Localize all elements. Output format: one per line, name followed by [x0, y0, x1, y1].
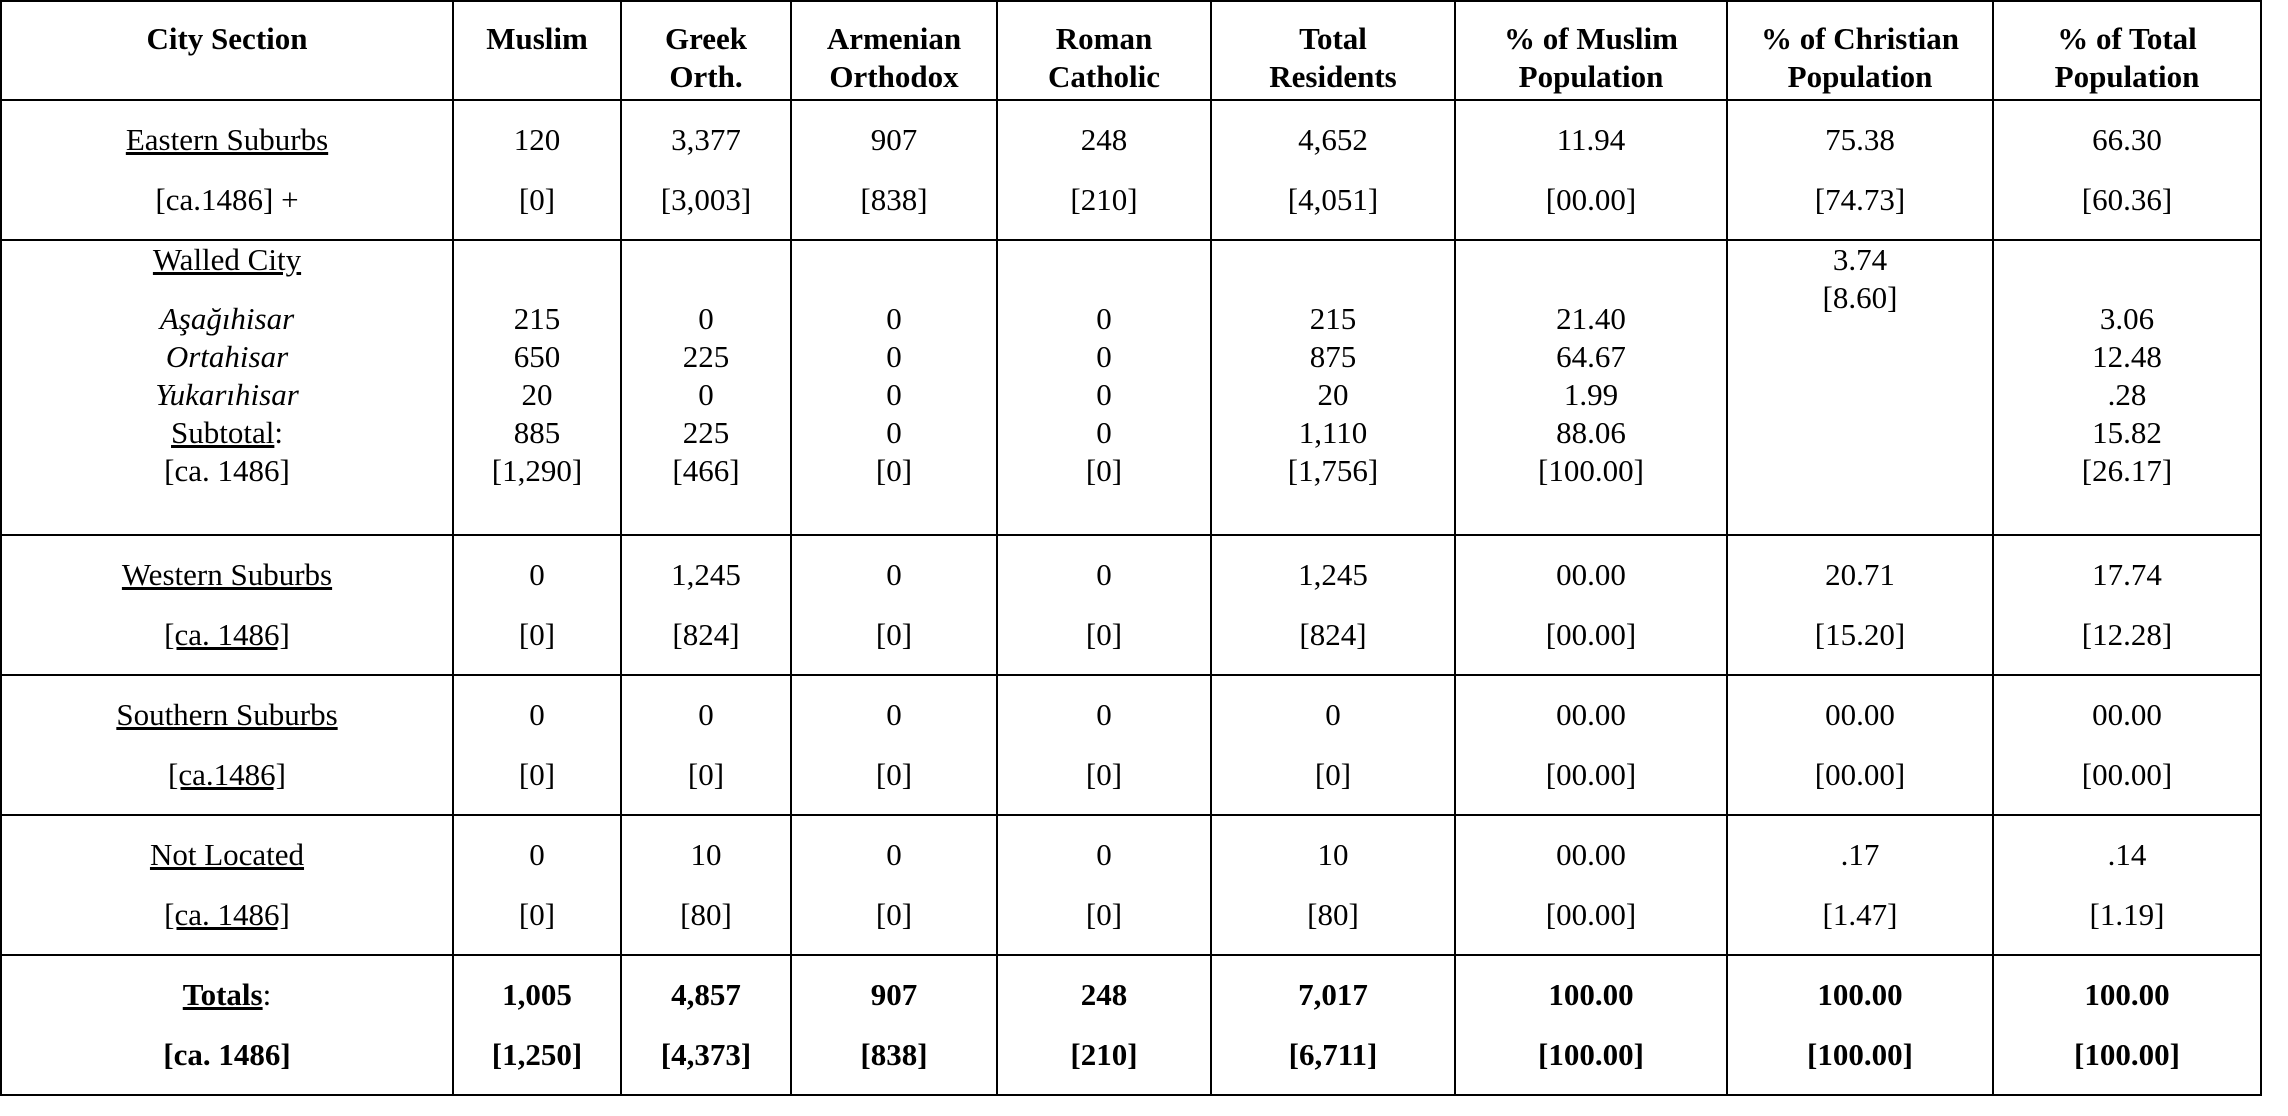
section-period: [ca. 1486] — [164, 453, 290, 488]
table-row-not-located — [1, 815, 2261, 955]
value-1486: [26.17] — [2081, 453, 2173, 488]
value-1486: [1.47] — [1822, 897, 1898, 932]
header-text: % of Muslim — [1504, 21, 1678, 56]
value-cell — [453, 815, 621, 955]
value-1486: [8.60] — [1822, 280, 1898, 315]
value: 907 — [870, 977, 918, 1012]
value: 248 — [1080, 977, 1128, 1012]
table-row-southern-suburbs — [1, 675, 2261, 815]
value-1486: [210] — [1070, 1037, 1138, 1072]
value: .14 — [2107, 837, 2147, 872]
value-1486: [1,756] — [1287, 453, 1379, 488]
value: 0 — [698, 377, 714, 412]
value-1486: [0] — [875, 617, 913, 652]
subtotal-label — [2, 414, 452, 452]
header-text: % of Total — [2057, 21, 2197, 56]
table-row-western-suburbs — [1, 535, 2261, 675]
value-1486: [0] — [875, 757, 913, 792]
spacer — [622, 241, 790, 279]
header-text: Residents — [1269, 59, 1397, 94]
value: 1,110 — [1298, 415, 1368, 450]
value-1486: [210] — [1070, 182, 1138, 217]
value-cell — [791, 100, 997, 240]
section-cell — [1, 100, 453, 240]
value-1486: [00.00] — [2081, 757, 2173, 792]
value-1486: [00.00] — [1814, 757, 1906, 792]
header-text: Population — [2054, 59, 2200, 94]
header-pct-total — [1993, 1, 2261, 100]
section-cell — [1, 240, 453, 535]
value: 0 — [529, 697, 545, 732]
table-row-totals — [1, 955, 2261, 1095]
value-1486: [74.73] — [1814, 182, 1906, 217]
value-1486: [100.00] — [1538, 453, 1644, 488]
value-cell — [1993, 675, 2261, 815]
value-1486: [0] — [1314, 757, 1352, 792]
section-cell — [1, 815, 453, 955]
section-period: [ca. 1486] — [163, 1037, 291, 1072]
header-muslim — [453, 1, 621, 100]
value-cell — [997, 535, 1211, 675]
value: 00.00 — [1556, 557, 1626, 592]
value-1486: [1,250] — [491, 1037, 583, 1072]
value-1486: [0] — [518, 757, 556, 792]
section-name: Not Located — [149, 837, 305, 872]
value-cell — [1455, 535, 1727, 675]
header-armenian-orthodox — [791, 1, 997, 100]
value-cell — [997, 100, 1211, 240]
header-text: Population — [1518, 59, 1664, 94]
value: 0 — [886, 301, 902, 336]
header-pct-muslim — [1455, 1, 1727, 100]
value: 0 — [698, 697, 714, 732]
value-1486: [838] — [860, 182, 928, 217]
value-cell — [1455, 100, 1727, 240]
value-cell — [1211, 675, 1455, 815]
value-1486: [100.00] — [2074, 1037, 2180, 1072]
value: 0 — [1096, 415, 1112, 450]
value: 00.00 — [1556, 697, 1626, 732]
value-1486: [0] — [518, 897, 556, 932]
value-1486: [0] — [1085, 757, 1123, 792]
header-text: Muslim — [486, 21, 588, 56]
value: 3.74 — [1832, 242, 1888, 277]
value: 0 — [1096, 697, 1112, 732]
subtotal-text: Subtotal — [171, 415, 275, 450]
value: 215 — [513, 301, 561, 336]
value: 1,005 — [502, 977, 572, 1012]
value-cell — [1727, 240, 1993, 535]
value: 75.38 — [1825, 122, 1895, 157]
value-cell — [791, 955, 997, 1095]
value: 64.67 — [1556, 339, 1626, 374]
value-1486: [00.00] — [1545, 617, 1637, 652]
value: 0 — [886, 837, 902, 872]
header-pct-christian — [1727, 1, 1993, 100]
value: 66.30 — [2092, 122, 2162, 157]
value: 4,857 — [671, 977, 741, 1012]
value: 1,245 — [671, 557, 741, 592]
section-name: Southern Suburbs — [116, 697, 338, 732]
header-text: Population — [1787, 59, 1933, 94]
header-text: Orth. — [669, 59, 743, 94]
value-cell — [621, 240, 791, 535]
header-roman-catholic — [997, 1, 1211, 100]
header-greek-orth — [621, 1, 791, 100]
value-1486: [1.19] — [2089, 897, 2165, 932]
section-period: [ca.1486] — [168, 757, 286, 792]
value-cell — [1993, 815, 2261, 955]
header-text: Orthodox — [829, 59, 959, 94]
value-cell — [997, 955, 1211, 1095]
value: 0 — [1096, 377, 1112, 412]
value: 20.71 — [1825, 557, 1895, 592]
section-name: Walled City — [152, 242, 302, 277]
value: 907 — [870, 122, 918, 157]
header-text: Total — [1299, 21, 1367, 56]
value-1486: [0] — [1085, 453, 1123, 488]
value: 12.48 — [2092, 339, 2162, 374]
value: 1,245 — [1298, 557, 1368, 592]
value-1486: [00.00] — [1545, 897, 1637, 932]
value-1486: [100.00] — [1807, 1037, 1913, 1072]
value-1486: [0] — [1085, 617, 1123, 652]
value: 0 — [698, 301, 714, 336]
value-cell — [453, 675, 621, 815]
totals-text: Totals — [182, 977, 263, 1012]
value: 0 — [1096, 301, 1112, 336]
value: 0 — [1096, 837, 1112, 872]
header-city-section — [1, 1, 453, 100]
value: 0 — [1325, 697, 1341, 732]
totals-label — [2, 956, 452, 1014]
spacer — [1456, 241, 1726, 279]
value: 0 — [886, 415, 902, 450]
value-cell — [1727, 535, 1993, 675]
subtotal-colon: : — [274, 415, 283, 450]
value: 248 — [1080, 122, 1128, 157]
table-row-eastern-suburbs — [1, 100, 2261, 240]
value-cell — [1727, 815, 1993, 955]
value: 875 — [1309, 339, 1357, 374]
value: 120 — [513, 122, 561, 157]
value-1486: [12.28] — [2081, 617, 2173, 652]
value-cell — [453, 100, 621, 240]
quarter-name: Yukarıhisar — [155, 377, 299, 412]
value-cell — [621, 675, 791, 815]
value: 215 — [1309, 301, 1357, 336]
value-1486: [3,003] — [660, 182, 752, 217]
value: 10 — [1317, 837, 1349, 872]
spacer — [1212, 241, 1454, 279]
value-cell — [791, 535, 997, 675]
value-cell — [1211, 955, 1455, 1095]
value-1486: [15.20] — [1814, 617, 1906, 652]
value-1486: [0] — [518, 182, 556, 217]
value: 4,652 — [1298, 122, 1368, 157]
value: 00.00 — [1556, 837, 1626, 872]
section-cell — [1, 675, 453, 815]
value: 0 — [886, 377, 902, 412]
value-cell — [1993, 100, 2261, 240]
value-cell — [621, 100, 791, 240]
value: 100.00 — [2084, 977, 2170, 1012]
value-cell — [1993, 240, 2261, 535]
value-cell — [1993, 535, 2261, 675]
value-cell — [1455, 815, 1727, 955]
value: 88.06 — [1556, 415, 1626, 450]
value-cell — [453, 240, 621, 535]
value: 1.99 — [1563, 377, 1619, 412]
value-cell — [1211, 100, 1455, 240]
value-cell — [791, 815, 997, 955]
value-1486: [824] — [672, 617, 740, 652]
value-1486: [0] — [687, 757, 725, 792]
section-name: Eastern Suburbs — [125, 122, 329, 157]
header-total-residents — [1211, 1, 1455, 100]
value-1486: [00.00] — [1545, 757, 1637, 792]
header-text: Catholic — [1048, 59, 1160, 94]
value-cell — [1455, 240, 1727, 535]
value-1486: [838] — [860, 1037, 928, 1072]
spacer — [792, 241, 996, 279]
value-cell — [1727, 955, 1993, 1095]
value-1486: [6,711] — [1288, 1037, 1378, 1072]
value: 0 — [529, 837, 545, 872]
value-1486: [100.00] — [1538, 1037, 1644, 1072]
header-text: Greek — [664, 21, 748, 56]
value-1486: [80] — [1307, 897, 1359, 932]
value: 7,017 — [1298, 977, 1368, 1012]
value-cell — [1211, 815, 1455, 955]
value: 21.40 — [1556, 301, 1626, 336]
totals-colon: : — [262, 977, 272, 1012]
value: 885 — [513, 415, 561, 450]
value-cell — [1727, 675, 1993, 815]
value-cell — [791, 675, 997, 815]
table-row-walled-city — [1, 240, 2261, 535]
value: 0 — [1096, 339, 1112, 374]
value: 225 — [682, 415, 730, 450]
header-row — [1, 1, 2261, 100]
value-1486: [0] — [1085, 897, 1123, 932]
value-cell — [1993, 955, 2261, 1095]
quarter-name: Aşağıhisar — [159, 301, 295, 336]
value: 0 — [886, 697, 902, 732]
value-cell — [453, 535, 621, 675]
value: 100.00 — [1817, 977, 1903, 1012]
quarter-name: Ortahisar — [165, 339, 289, 374]
value-cell — [1455, 955, 1727, 1095]
value: 0 — [1096, 557, 1112, 592]
value-cell — [453, 955, 621, 1095]
value-1486: [4,373] — [660, 1037, 752, 1072]
value-1486: [824] — [1299, 617, 1367, 652]
spacer — [1994, 241, 2260, 279]
value: 0 — [886, 339, 902, 374]
section-cell — [1, 955, 453, 1095]
value-cell — [621, 815, 791, 955]
value: 100.00 — [1548, 977, 1634, 1012]
section-cell — [1, 535, 453, 675]
value-cell — [997, 815, 1211, 955]
value-cell — [1211, 535, 1455, 675]
value: 650 — [513, 339, 561, 374]
value: 0 — [886, 557, 902, 592]
header-text: % of Christian — [1760, 21, 1960, 56]
value: 00.00 — [2092, 697, 2162, 732]
value-1486: [4,051] — [1287, 182, 1379, 217]
value-1486: [00.00] — [1545, 182, 1637, 217]
value: .28 — [2107, 377, 2147, 412]
value-cell — [997, 240, 1211, 535]
section-period: [ca. 1486] — [164, 617, 290, 652]
value-1486: [0] — [875, 453, 913, 488]
section-period: [ca. 1486] — [164, 897, 290, 932]
value-1486: [0] — [875, 897, 913, 932]
value-cell — [1727, 100, 1993, 240]
value: 0 — [529, 557, 545, 592]
spacer — [454, 241, 620, 279]
value-cell — [621, 955, 791, 1095]
value: 00.00 — [1825, 697, 1895, 732]
section-name: Western Suburbs — [121, 557, 333, 592]
value-1486: [1,290] — [491, 453, 583, 488]
value-1486: [80] — [680, 897, 732, 932]
value: 10 — [690, 837, 722, 872]
section-period: [ca.1486] + — [155, 182, 299, 217]
value-cell — [1455, 675, 1727, 815]
value: 20 — [1317, 377, 1349, 412]
value: 225 — [682, 339, 730, 374]
value: 11.94 — [1556, 122, 1626, 157]
header-text: Armenian — [826, 21, 962, 56]
value-cell — [791, 240, 997, 535]
value: 20 — [521, 377, 553, 412]
value-cell — [1211, 240, 1455, 535]
header-text: Roman — [1055, 21, 1153, 56]
value: 3,377 — [671, 122, 741, 157]
value-1486: [0] — [518, 617, 556, 652]
spacer — [998, 241, 1210, 279]
value: .17 — [1840, 837, 1880, 872]
value: 3.06 — [2099, 301, 2155, 336]
value-cell — [997, 675, 1211, 815]
value: 17.74 — [2092, 557, 2162, 592]
value: 15.82 — [2092, 415, 2162, 450]
value-cell — [621, 535, 791, 675]
value-1486: [60.36] — [2081, 182, 2173, 217]
value-1486: [466] — [672, 453, 740, 488]
header-text: City Section — [146, 21, 308, 56]
